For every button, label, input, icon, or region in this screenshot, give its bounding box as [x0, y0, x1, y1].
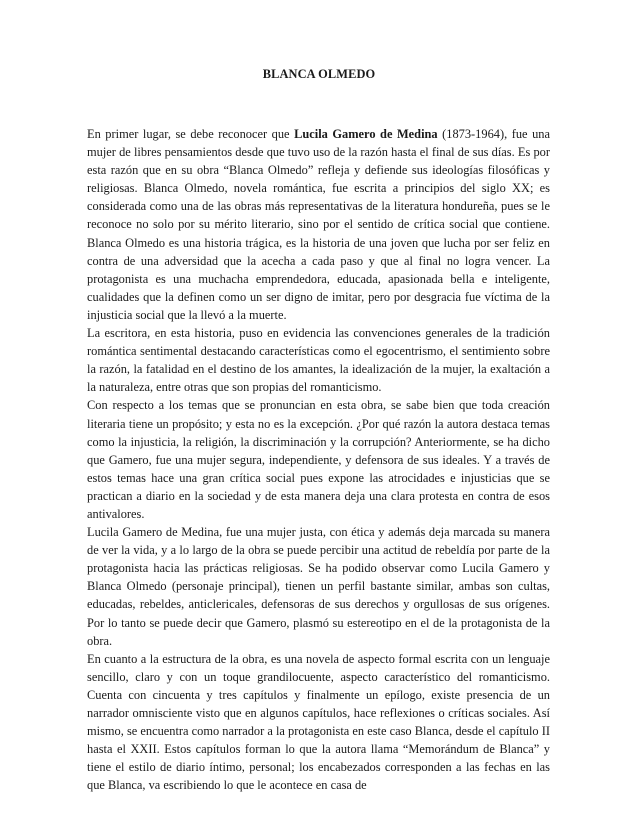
document-title: BLANCA OLMEDO: [262, 67, 376, 81]
paragraph-1: [87, 125, 550, 324]
paragraph-4: Lucila Gamero de Medina, fue una mujer justa, con ética y además deja marcada su manera de ver la vida, y a lo largo de la obra se puede percibir una actitud de rebeldía por parte de la protagonista hacia las prácticas religiosas. Se ha podido observar como Lucila Gamero y Blanca Olmedo (personaje principal), tienen un perfil bastante similar, ambas son cultas, educadas, rebeldes, anticlericales, defensoras de sus derechos y orgullosas de sus orígenes. Por lo tanto se puede decir que Gamero, plasmó su estereotipo en el de la protagonista de la obra.: [87, 525, 550, 648]
author-name: Lucila Gamero de Medina: [294, 127, 438, 141]
paragraph-1-intro: En primer lugar, se debe reconocer que: [87, 127, 295, 141]
document-body: [87, 125, 550, 794]
paragraph-3: Con respecto a los temas que se pronuncian en esta obra, se sabe bien que toda creación literaria tiene un propósito; y esta no es la excepción. ¿Por qué razón la autora destaca temas como la injusticia, la religión, la discriminación y la corrupción? Anteriormente, se ha dicho que Gamero, fue una mujer segura, independiente, y defensora de sus ideales. Y a través de estos temas hace una gran crítica social pues expone las atrocidades e injusticias que se practican a diario en la sociedad y de esta manera deja una clara protesta en contra de esos antivalores.: [87, 398, 550, 521]
paragraph-2: La escritora, en esta historia, puso en evidencia las convenciones generales de la tradición romántica sentimental destacando características como el egocentrismo, el sentimiento sobre la razón, la fatalidad en el destino de los amantes, la idealización de la mujer, la exaltación a la naturaleza, entre otras que son propias del romanticismo.: [87, 326, 550, 395]
paragraph-5: En cuanto a la estructura de la obra, es una novela de aspecto formal escrita con un lenguaje sencillo, claro y con un toque grandilocuente, aspecto característico del romanticismo. Cuenta con cincuenta y tres capítulos y finalmente un epílogo, existe presencia de un narrador omnisciente visto que en algunos capítulos, hace reflexiones o críticas sociales. Así mismo, se encuentra como narrador a la protagonista en este caso Blanca, desde el capítulo II hasta el XXII. Estos capítulos forman lo que la autora llama “Memorándum de Blanca” y tiene el estilo de diario íntimo, personal; los encabezados corresponden a las fechas en las que Blanca, va escribiendo lo que le acontece en casa de: [87, 651, 550, 793]
paragraph-1-text: (1873-1964), fue una mujer de libres pensamientos desde que tuvo uso de la razón hasta el final de sus días. Es por esta razón que en su obra “Blanca Olmedo” refleja y defiende sus ideologías filosóficas y religiosas. Blanca Olmedo, novela romántica, fue escrita a principios del siglo XX; es considerada como una de las obras más representativas de la literatura hondureña, pues se le reconoce no solo por su mérito literario, sino por el sentido de crítica social que contiene. Blanca Olmedo es una historia trágica, es la historia de una joven que lucha por ser feliz en contra de una adversidad que la acecha a cada paso y que al final no logra vencer. La protagonista es una muchacha emprendedora, educada, apasionada bella e inteligente, cualidades que la definen como un ser digno de imitar, pero por desgracia fue víctima de la injusticia social que la llevó a la muerte.: [87, 127, 550, 322]
